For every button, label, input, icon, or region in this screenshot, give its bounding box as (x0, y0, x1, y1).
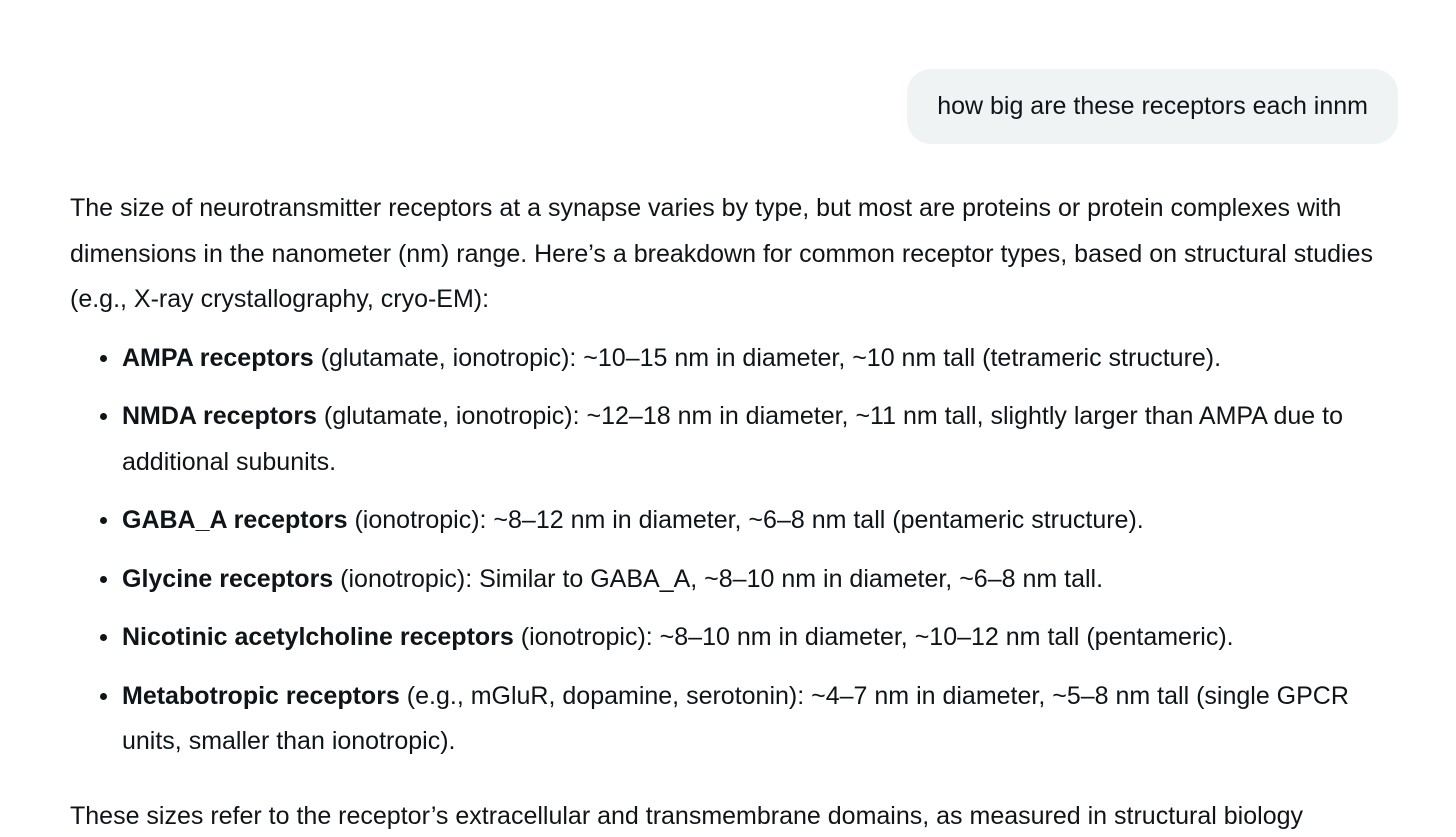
receptor-list (70, 336, 1400, 765)
receptor-description: (glutamate, ionotropic): ~10–15 nm in diameter, ~10 nm tall (tetrameric structure). (313, 343, 1222, 372)
receptor-description: (glutamate, ionotropic): ~12–18 nm in diameter, ~11 nm tall, slightly larger than AMPA due to additional subunits. (122, 402, 1343, 476)
receptor-name: GABA_A receptors (122, 506, 348, 534)
receptor-description: (ionotropic): ~8–12 nm in diameter, ~6–8 nm tall (pentameric structure). (347, 506, 1144, 534)
receptor-description: (ionotropic): ~8–10 nm in diameter, ~10–12 nm tall (pentameric). (513, 623, 1234, 651)
receptor-name: Glycine receptors (122, 564, 334, 593)
user-message-bubble (907, 69, 1398, 144)
response-intro: The size of neurotransmitter receptors at a synapse varies by type, but most are proteins or protein complexes with dimensions in the nanometer (nm) range. Here’s a breakdown for common receptor types, based on structural studies (e.g., X-ray crystallography, cryo-EM): (70, 194, 1373, 313)
assistant-response (70, 186, 1400, 837)
receptor-name: Metabotropic receptors (122, 681, 400, 710)
receptor-name: AMPA receptors (122, 343, 314, 372)
receptor-description: (ionotropic): Similar to GABA_A, ~8–10 nm in diameter, ~6–8 nm tall. (333, 564, 1104, 593)
list-item (122, 674, 1400, 765)
list-item (122, 394, 1400, 485)
list-item (122, 498, 1400, 544)
user-message-text: how big are these receptors each innm (937, 92, 1368, 120)
receptor-name: NMDA receptors (122, 402, 317, 430)
list-item (122, 615, 1400, 661)
list-item (122, 557, 1400, 603)
list-item (122, 336, 1400, 382)
receptor-description: (e.g., mGluR, dopamine, serotonin): ~4–7 nm in diameter, ~5–8 nm tall (single GPCR units, smaller than ionotropic). (122, 681, 1349, 755)
response-closing: These sizes refer to the receptor’s extracellular and transmembrane domains, as measured in structural biology (70, 801, 1303, 830)
receptor-name: Nicotinic acetylcholine receptors (122, 623, 514, 651)
